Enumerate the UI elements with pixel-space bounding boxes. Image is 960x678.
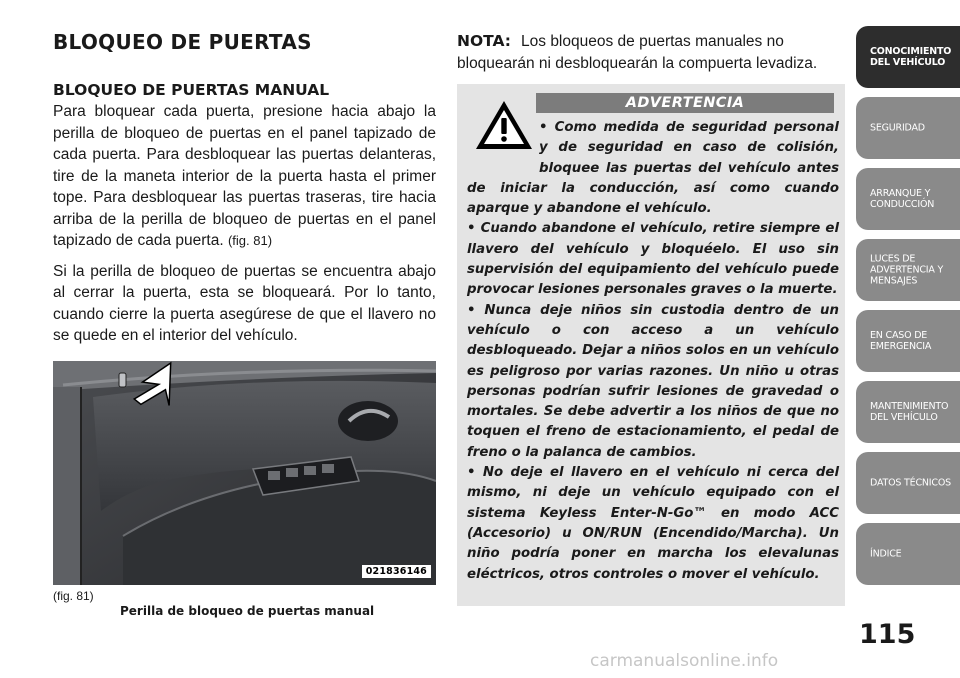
figure-caption: Perilla de bloqueo de puertas manual: [120, 604, 375, 618]
tab-label: DATOS TÉCNICOS: [870, 477, 951, 489]
warning-item: • Como medida de seguridad personal y de seguridad en caso de colisión, bloquee las puertas del vehículo antes de iniciar la conducción, así como cuando aparque y abandone el vehículo.: [467, 120, 839, 217]
left-column: [53, 30, 436, 356]
warning-text: [467, 118, 839, 585]
tab-mantenimiento-del-vehiculo[interactable]: [856, 381, 960, 443]
tab-label: SEGURIDAD: [870, 122, 925, 134]
tab-luces-de-advertencia[interactable]: [856, 239, 960, 301]
tab-label: EN CASO DE EMERGENCIA: [870, 330, 932, 352]
subsection-title: BLOQUEO DE PUERTAS MANUAL: [53, 81, 330, 99]
page-number: 115: [859, 619, 916, 650]
door-panel-figure: [53, 361, 436, 585]
paragraph-lock-warning: Si la perilla de bloqueo de puertas se encuentra abajo al cerrar la puerta, esta se bloqueará. Por lo tanto, cuando cierre la puerta asegúrese de que el llavero no se quede en el interior del vehículo.: [53, 262, 436, 344]
warning-item: • No deje el llavero en el vehículo ni cerca del mismo, ni deje un vehículo equipado con el sistema Keyless Enter-N-Go™ en modo ACC (Accesorio) u ON/RUN (Encendido/Marcha). Un niño podría poner en marcha los elevalunas eléctricos, otros controles o mover el vehículo.: [467, 465, 839, 582]
chapter-tabs: [856, 26, 960, 594]
figure-code: 021836146: [362, 565, 431, 578]
warning-item: • Cuando abandone el vehículo, retire siempre el llavero del vehículo y bloquéelo. El uso sin supervisión del equipamiento del vehículo puede provocar lesiones personales graves o la muerte.: [467, 221, 839, 298]
tab-datos-tecnicos[interactable]: [856, 452, 960, 514]
warning-box: [457, 84, 845, 606]
tab-label: MANTENIMIENTO DEL VEHÍCULO: [870, 401, 949, 423]
paragraph-manual-lock: [53, 101, 436, 252]
tab-arranque-y-conduccion[interactable]: [856, 168, 960, 230]
note-label: NOTA:: [457, 32, 512, 50]
section-title: BLOQUEO DE PUERTAS: [53, 30, 312, 54]
tab-conocimiento-del-vehiculo[interactable]: [856, 26, 960, 88]
figure-reference-link[interactable]: (fig. 81): [227, 233, 273, 248]
note: [457, 30, 845, 75]
warning-item: • Nunca deje niños sin custodia dentro de un vehículo o con acceso a un vehículo desbloqueado. Dejar a niños solos en un vehículo es peligroso por varias razones. Un niño u otras personas podrían sufrir lesiones de gravedad o mortales. Se debe advertir a los niños de que no toquen el freno de estacionamiento, el pedal de freno o la palanca de cambios.: [467, 302, 839, 460]
tab-indice[interactable]: [856, 523, 960, 585]
paragraph-text: Para bloquear cada puerta, presione hacia abajo la perilla de bloqueo de puertas en el panel tapizado de cada puerta. Para desbloquear las puertas delanteras, tire de la maneta interior de la puerta hasta el primer tope. Para desbloquear las puertas traseras, tire hacia arriba de la perilla de bloqueo de puertas en el panel tapizado de cada puerta.: [53, 103, 436, 249]
tab-seguridad[interactable]: [856, 97, 960, 159]
tab-label: ARRANQUE Y CONDUCCIÓN: [870, 188, 935, 210]
tab-label: LUCES DE ADVERTENCIA Y MENSAJES: [870, 253, 944, 287]
note-text: Los bloqueos de puertas manuales no bloquearán ni desbloquearán la compuerta levadiza.: [457, 33, 818, 72]
door-panel-illustration: [53, 361, 436, 585]
figure-number: (fig. 81): [53, 589, 94, 603]
tab-label: CONOCIMIENTO DEL VEHÍCULO: [870, 46, 952, 68]
right-column: [457, 30, 845, 75]
watermark: carmanualsonline.info: [590, 651, 779, 671]
tab-en-caso-de-emergencia[interactable]: [856, 310, 960, 372]
warning-heading: ADVERTENCIA: [536, 93, 834, 113]
tab-label: ÍNDICE: [870, 548, 902, 560]
